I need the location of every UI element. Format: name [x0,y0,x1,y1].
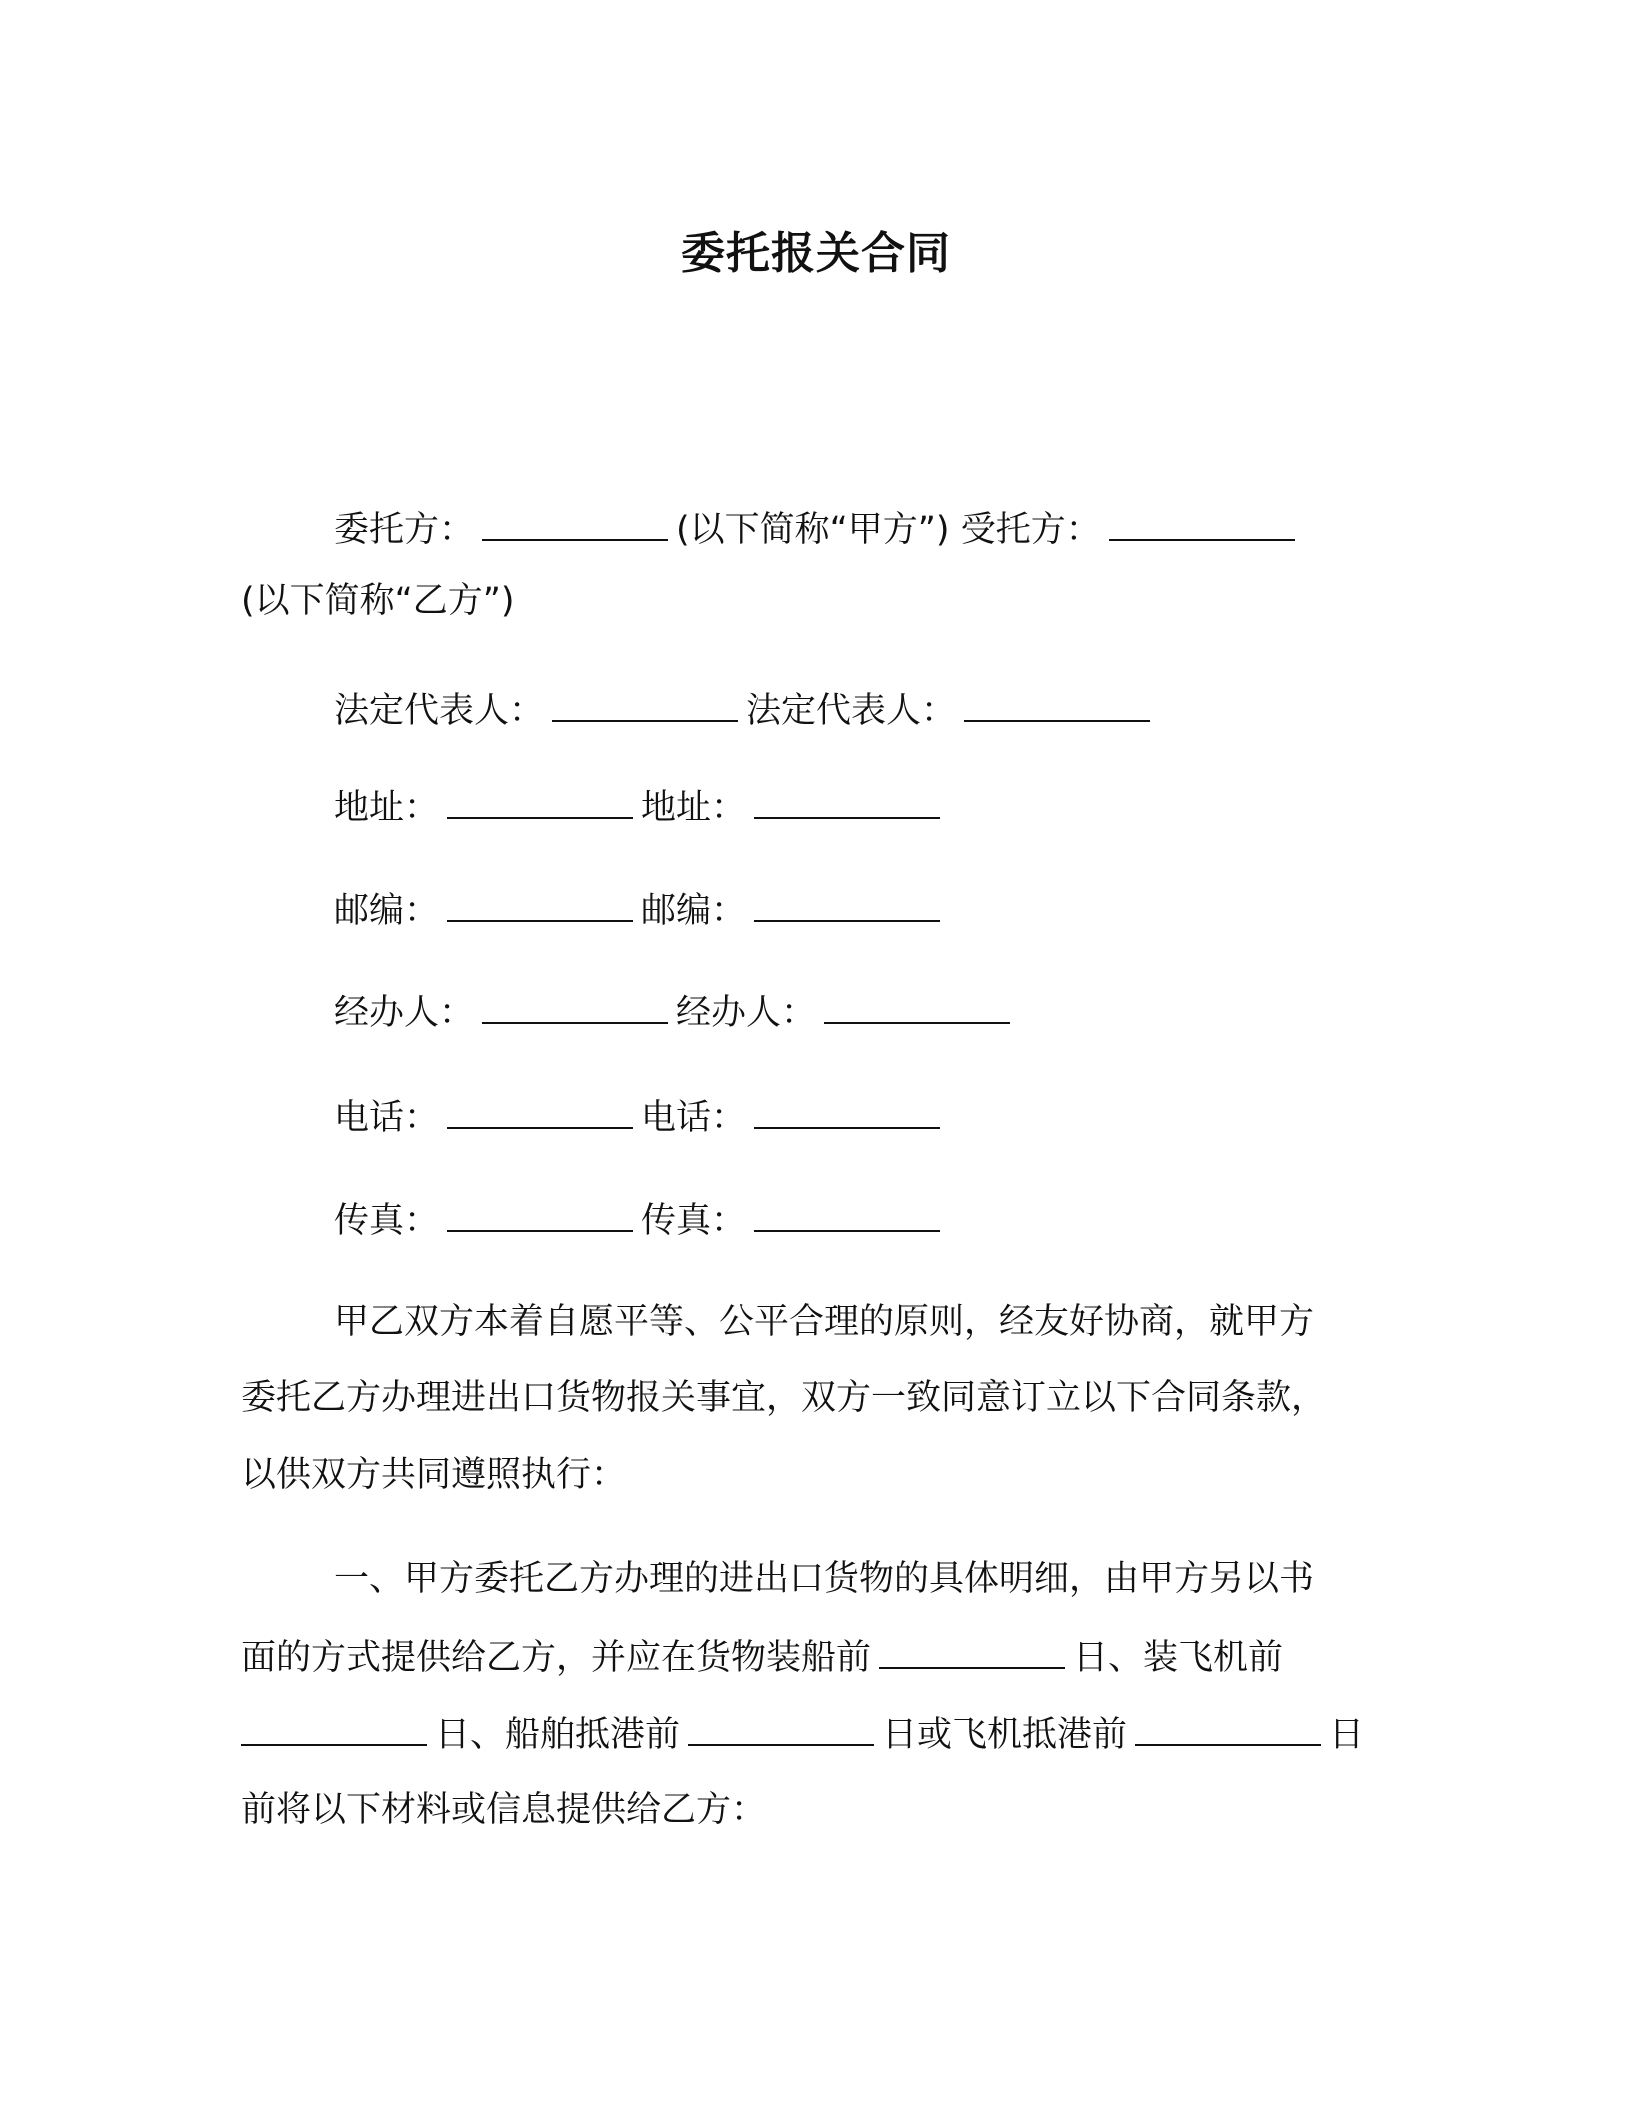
intro-line-2: 委托乙方办理进出口货物报关事宜，双方一致同意订立以下合同条款， [241,1378,1327,1418]
field-row-postcode [334,884,948,936]
document-title: 委托报关合同 [681,228,951,279]
agent-blank [1109,503,1295,541]
principal-suffix: (以下简称“甲方”) 受托方： [676,510,1101,550]
field-blank-b [824,986,1010,1024]
field-blank-b [754,1091,940,1129]
field-label-b: 传真： [641,1201,747,1241]
clause1-text-c: 日、船舶抵港前 [435,1715,681,1755]
parties-line-2: (以下简称“乙方”) [241,581,515,621]
field-blank-b [754,884,940,922]
clause1-blank-2 [241,1708,427,1746]
clause1-blank-1 [879,1631,1065,1669]
clause1-line-3 [241,1708,1364,1760]
field-blank-b [964,684,1150,722]
field-label-b: 法定代表人： [746,691,957,731]
field-label-a: 邮编： [334,891,440,931]
field-label-a: 传真： [334,1201,440,1241]
field-blank-a [447,781,633,819]
field-label-b: 经办人： [676,993,817,1033]
intro-line-3: 以供双方共同遵照执行： [241,1455,627,1495]
principal-label: 委托方： [334,510,475,550]
clause1-blank-3 [688,1708,874,1746]
field-row-phone [334,1091,948,1143]
clause1-text-d: 日或飞机抵港前 [882,1715,1128,1755]
field-label-a: 地址： [334,788,440,828]
field-blank-b [754,1194,940,1232]
field-row-address [334,781,948,833]
clause1-line-2 [241,1631,1283,1683]
field-label-b: 地址： [641,788,747,828]
clause1-line-1: 一、甲方委托乙方办理的进出口货物的具体明细，由甲方另以书 [334,1559,1315,1599]
field-blank-a [447,1194,633,1232]
parties-line-1 [334,503,1303,555]
clause1-line-4: 前将以下材料或信息提供给乙方： [241,1790,767,1830]
field-blank-a [447,884,633,922]
field-blank-a [552,684,738,722]
intro-line-1: 甲乙双方本着自愿平等、公平合理的原则，经友好协商，就甲方 [334,1302,1315,1342]
field-label-a: 电话： [334,1098,440,1138]
clause1-blank-4 [1135,1708,1321,1746]
principal-blank [482,503,668,541]
clause1-text-e: 日 [1329,1715,1365,1755]
field-label-b: 电话： [641,1098,747,1138]
field-row-fax [334,1194,948,1246]
clause1-text-b: 日、装飞机前 [1073,1638,1284,1678]
field-blank-b [754,781,940,819]
field-blank-a [447,1091,633,1129]
field-label-a: 经办人： [334,993,475,1033]
field-label-a: 法定代表人： [334,691,545,731]
field-label-b: 邮编： [641,891,747,931]
field-row-legal-rep [334,684,1158,736]
field-row-handler [334,986,1018,1038]
clause1-text-a: 面的方式提供给乙方，并应在货物装船前 [241,1638,872,1678]
field-blank-a [482,986,668,1024]
